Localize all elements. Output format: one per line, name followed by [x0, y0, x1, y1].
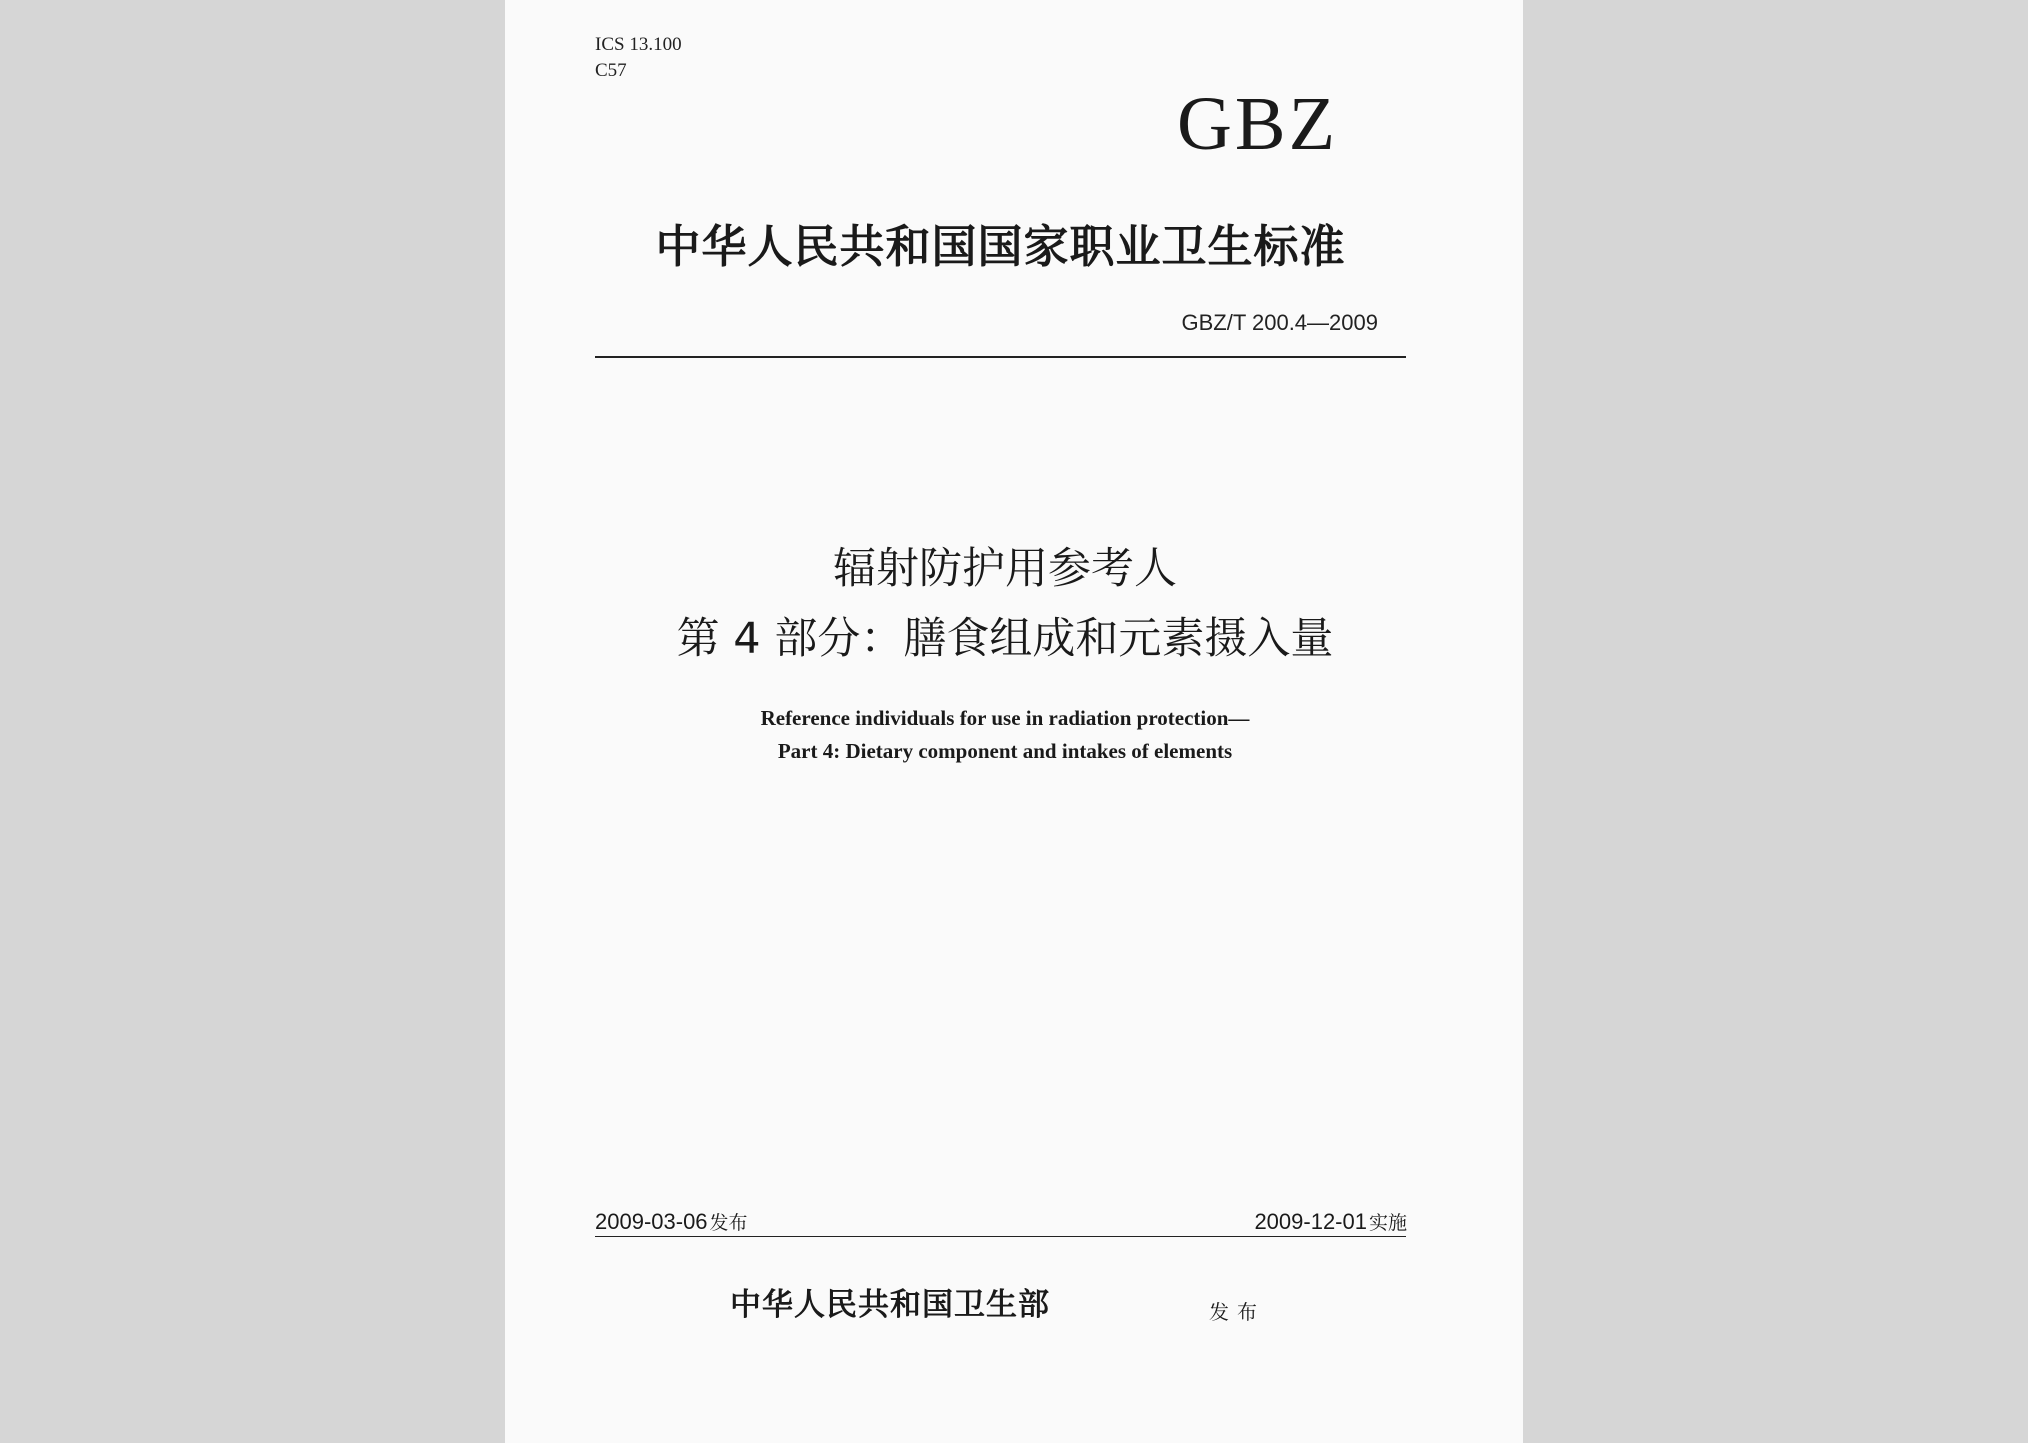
chinese-title-line-1: 辐射防护用参考人	[833, 544, 1177, 594]
standard-number: GBZ/T 200.4—2009	[1181, 310, 1378, 335]
footer-divider	[595, 1236, 1406, 1237]
issue-date	[595, 1208, 748, 1235]
implementation-date-value: 2009-12-01	[1254, 1209, 1367, 1234]
implementation-date	[1254, 1208, 1407, 1235]
ics-code: ICS 13.100	[595, 34, 682, 55]
header-divider	[595, 356, 1406, 358]
ccs-code: C57	[595, 60, 627, 81]
english-title-line-1: Reference individuals for use in radiation protection—	[760, 706, 1250, 730]
gbz-logo: GBZ	[1177, 82, 1338, 166]
document-cover-page	[505, 0, 1523, 1443]
publisher-name: 中华人民共和国卫生部	[730, 1287, 1050, 1323]
standard-category-title: 中华人民共和国国家职业卫生标准	[655, 220, 1346, 273]
english-title-line-2: Part 4: Dietary component and intakes of elements	[777, 739, 1233, 763]
issue-date-label: 发布	[709, 1212, 748, 1234]
chinese-title-line-2: 第 4 部分：膳食组成和元素摄入量	[676, 614, 1334, 664]
publisher-label: 发布	[1209, 1300, 1265, 1324]
issue-date-value: 2009-03-06	[595, 1209, 708, 1234]
implementation-date-label: 实施	[1368, 1212, 1407, 1234]
